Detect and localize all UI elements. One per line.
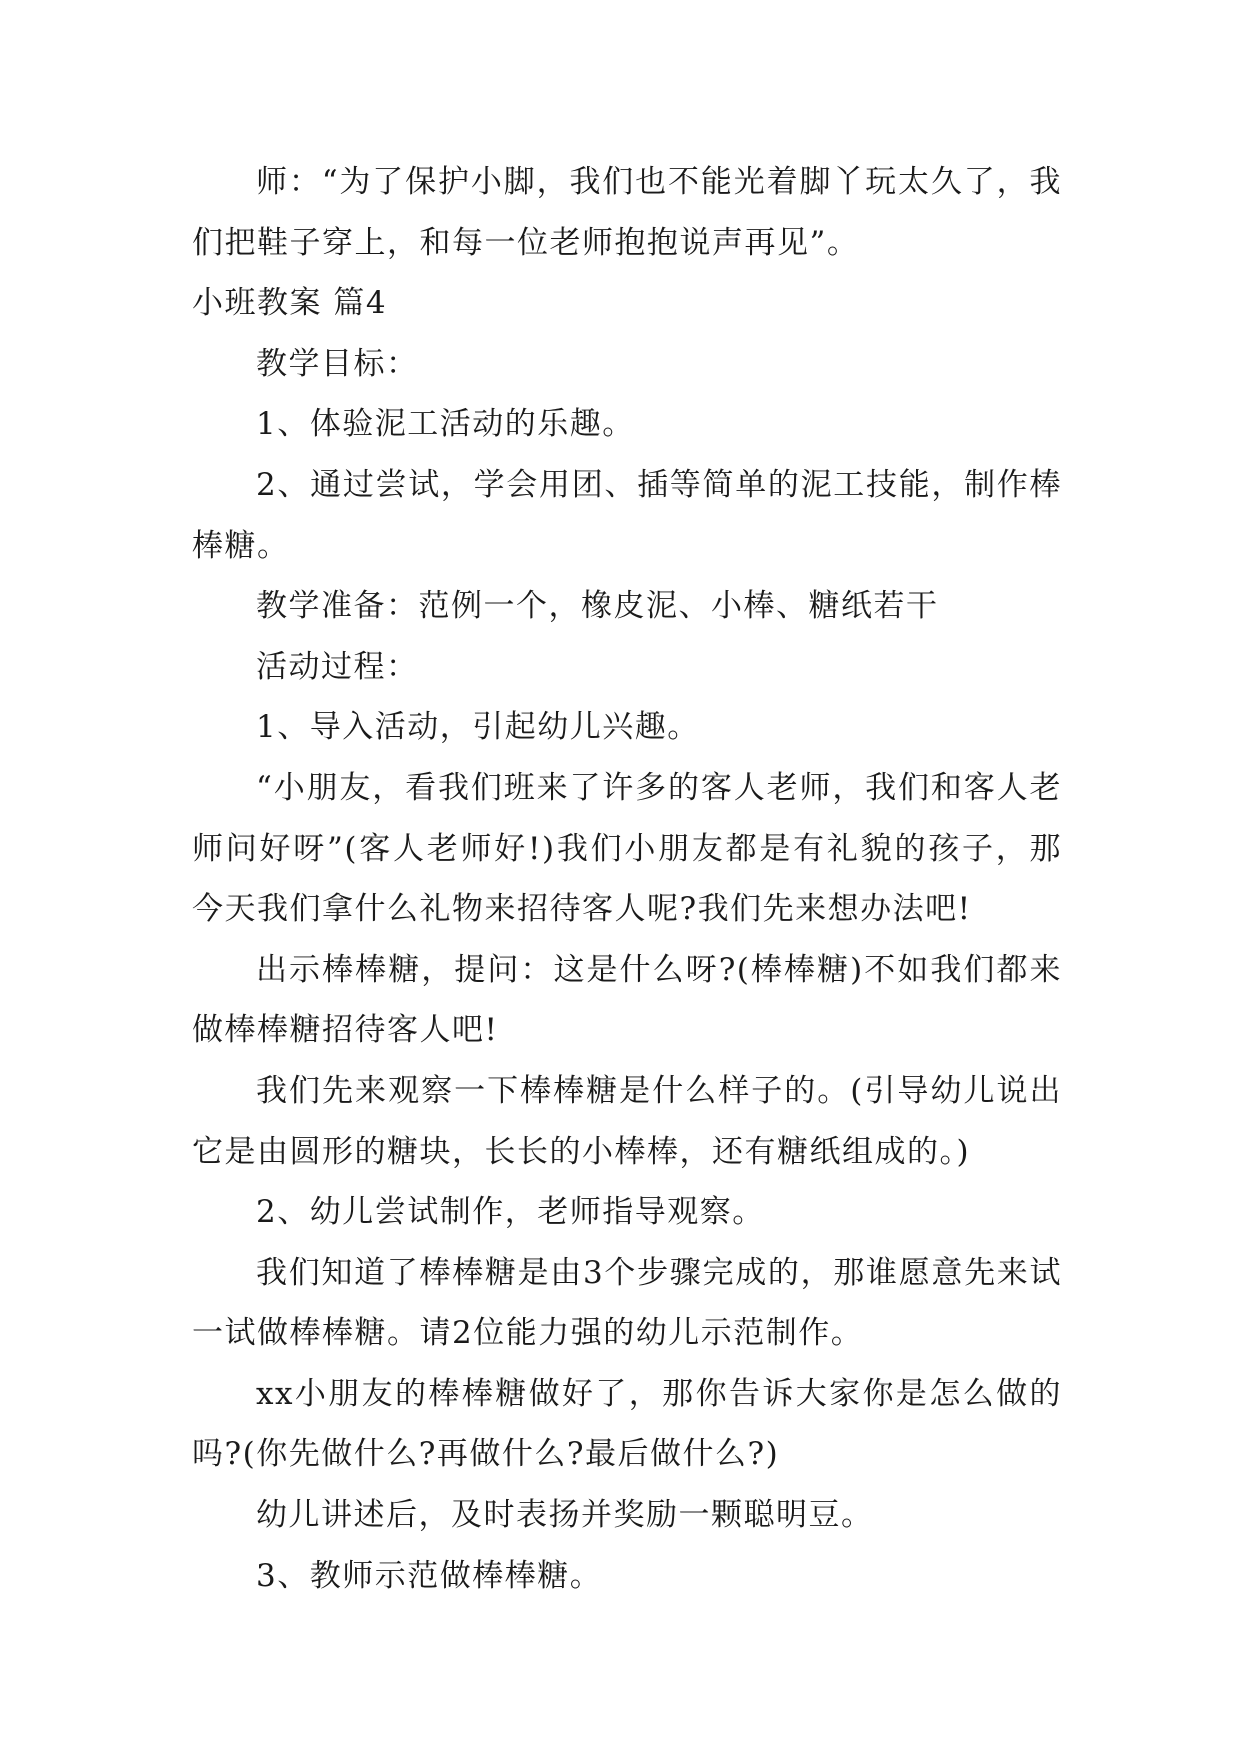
document-body [192, 152, 1062, 1606]
paragraph: 我们知道了棒棒糖是由3个步骤完成的，那谁愿意先来试一试做棒棒糖。请2位能力强的幼儿示范制作。 [192, 1254, 1062, 1352]
paragraph: 2、通过尝试，学会用团、插等简单的泥工技能，制作棒棒糖。 [192, 466, 1062, 564]
section-heading: 小班教案 篇4 [192, 285, 388, 322]
paragraph: xx小朋友的棒棒糖做好了，那你告诉大家你是怎么做的吗?(你先做什么?再做什么?最后做什么?) [192, 1375, 1062, 1473]
paragraph: 活动过程： [256, 648, 419, 685]
paragraph: 教学准备：范例一个，橡皮泥、小棒、糖纸若干 [256, 588, 939, 625]
paragraph: 教学目标： [256, 345, 419, 382]
paragraph: 1、导入活动，引起幼儿兴趣。 [256, 709, 700, 746]
paragraph: 师：“为了保护小脚，我们也不能光着脚丫玩太久了，我们把鞋子穿上，和每一位老师抱抱说声再见”。 [192, 164, 1062, 261]
paragraph: 我们先来观察一下棒棒糖是什么样子的。(引导幼儿说出它是由圆形的糖块，长长的小棒棒，还有糖纸组成的。) [192, 1072, 1062, 1170]
paragraph: 幼儿讲述后，及时表扬并奖励一颗聪明豆。 [256, 1497, 874, 1534]
paragraph: “小朋友，看我们班来了许多的客人老师，我们和客人老师问好呀”(客人老师好!)我们小朋友都是有礼貌的孩子，那今天我们拿什么礼物来招待客人呢?我们先来想办法吧! [192, 769, 1062, 928]
paragraph: 1、体验泥工活动的乐趣。 [256, 406, 635, 443]
paragraph: 出示棒棒糖，提问：这是什么呀?(棒棒糖)不如我们都来做棒棒糖招待客人吧! [192, 951, 1062, 1049]
paragraph: 3、教师示范做棒棒糖。 [256, 1557, 603, 1594]
paragraph: 2、幼儿尝试制作，老师指导观察。 [256, 1194, 765, 1231]
